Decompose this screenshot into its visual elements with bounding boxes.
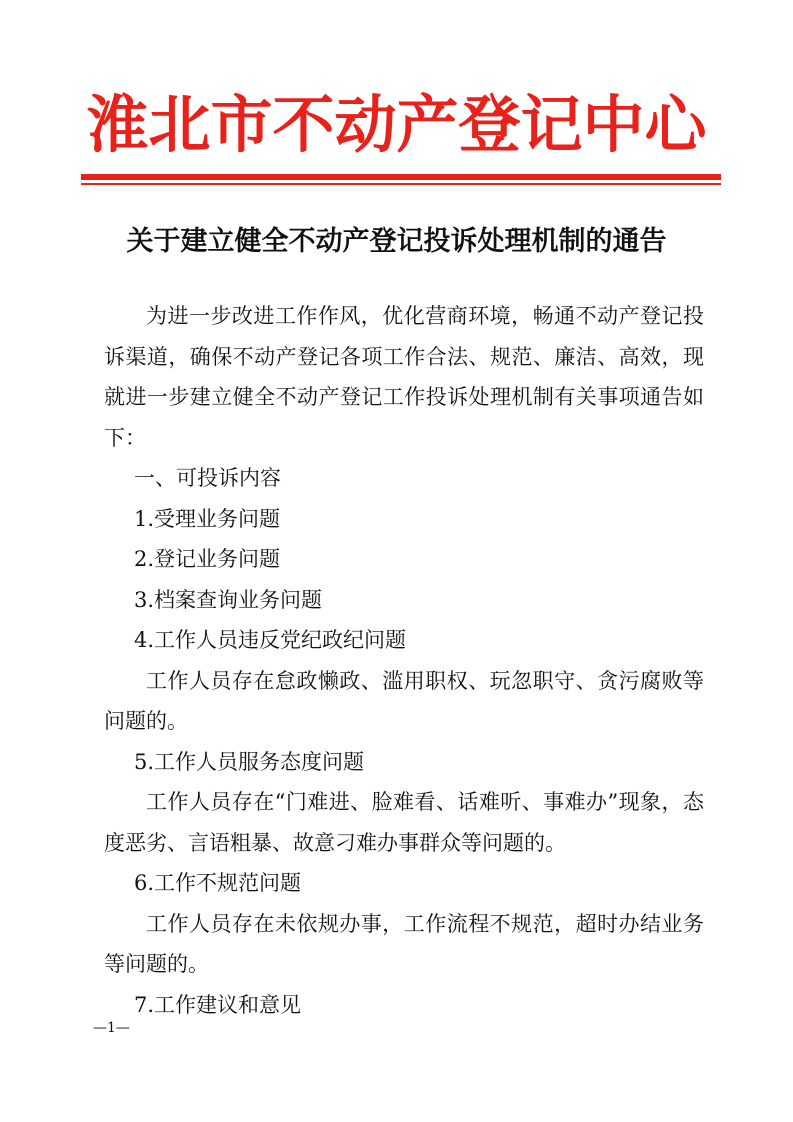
document-title: 关于建立健全不动产登记投诉处理机制的通告 (126, 226, 667, 257)
header-rule-thick (81, 174, 721, 180)
item-6-label: 6.工作不规范问题 (134, 871, 302, 895)
document-body (104, 296, 704, 1025)
intro-paragraph: 为进一步改进工作作风，优化营商环境，畅通不动产登记投诉渠道，确保不动产登记各项工作合法、规范、廉洁、高效，现就进一步建立健全不动产登记工作投诉处理机制有关事项通告如下： (104, 304, 704, 450)
item-1-label: 1.受理业务问题 (134, 506, 281, 531)
item-6-detail: 工作人员存在未依规办事，工作流程不规范，超时办结业务等问题的。 (104, 911, 704, 976)
section-1-heading: 一、可投诉内容 (134, 466, 281, 490)
header-rule-thin (81, 183, 721, 185)
item-3-label: 3.档案查询业务问题 (134, 587, 323, 612)
page-number: —1— (93, 1020, 130, 1036)
item-2-label: 2.登记业务问题 (134, 547, 281, 571)
item-5-label: 5.工作人员服务态度问题 (134, 749, 365, 774)
header-org-name: 淮北市不动产登记中心 (86, 88, 707, 161)
item-4-detail: 工作人员存在怠政懒政、滥用职权、玩忽职守、贪污腐败等问题的。 (104, 668, 704, 733)
item-7-label: 7.工作建议和意见 (134, 992, 302, 1017)
item-5-detail: 工作人员存在“门难进、脸难看、话难听、事难办”现象，态度恶劣、言语粗暴、故意刁难办事群众等问题的。 (104, 790, 704, 855)
item-4-label: 4.工作人员违反党纪政纪问题 (134, 628, 407, 652)
